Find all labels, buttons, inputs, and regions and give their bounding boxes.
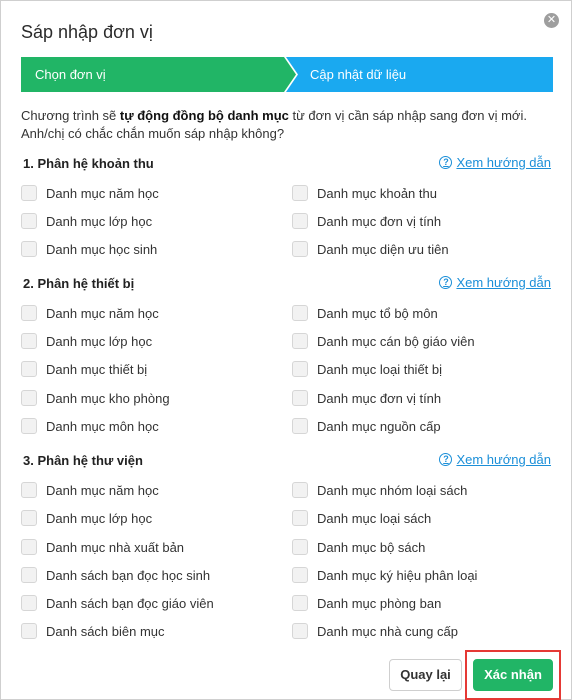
checkbox-label: Danh mục thiết bị <box>46 361 148 377</box>
intro-text <box>21 107 561 143</box>
checkbox-label: Danh mục đơn vị tính <box>317 213 442 229</box>
checkbox-label: Danh mục năm học <box>46 305 159 321</box>
checkbox-label: Danh mục kho phòng <box>46 390 170 406</box>
stepper <box>21 57 553 92</box>
checkbox[interactable] <box>292 185 308 201</box>
checkbox-item[interactable] <box>292 417 441 435</box>
checkbox-label: Danh mục tổ bộ môn <box>317 305 438 321</box>
checkbox[interactable] <box>292 213 308 229</box>
checkbox[interactable] <box>21 595 37 611</box>
section-title-fees: 1. Phân hệ khoản thu <box>23 156 154 171</box>
dialog-title: Sáp nhập đơn vị <box>21 22 153 42</box>
checkbox-item[interactable] <box>21 360 147 378</box>
help-link-label: Xem hướng dẫn <box>456 452 551 467</box>
checkbox[interactable] <box>292 305 308 321</box>
checkbox-label: Danh mục lớp học <box>46 213 153 229</box>
checkbox-item[interactable] <box>292 240 449 258</box>
checkbox-item[interactable] <box>21 509 152 527</box>
checkbox-label: Danh mục lớp học <box>46 510 153 526</box>
checkbox-item[interactable] <box>21 481 159 499</box>
checkbox-label: Danh mục cán bộ giáo viên <box>317 333 475 349</box>
checkbox[interactable] <box>292 595 308 611</box>
checkbox-item[interactable] <box>292 212 441 230</box>
checkbox-item[interactable] <box>21 566 210 584</box>
checkbox-label: Danh mục nhóm loại sách <box>317 482 468 498</box>
checkbox[interactable] <box>21 482 37 498</box>
checkbox[interactable] <box>21 333 37 349</box>
checkbox-item[interactable] <box>292 538 425 556</box>
checkbox-item[interactable] <box>292 509 431 527</box>
intro-part2: từ đơn vị cần sáp nhập sang đơn vị mới. Anh/chị có chắc chắn muốn sáp nhập không? <box>21 108 527 141</box>
question-icon: ? <box>439 453 452 466</box>
checkbox[interactable] <box>21 390 37 406</box>
help-link-fees[interactable] <box>439 155 551 170</box>
checkbox[interactable] <box>21 567 37 583</box>
checkbox-label: Danh mục khoản thu <box>317 185 437 201</box>
help-link-equipment[interactable] <box>439 275 551 290</box>
checkbox-label: Danh sách bạn đọc học sinh <box>46 567 211 583</box>
help-link-library[interactable] <box>439 452 551 467</box>
checkbox-item[interactable] <box>21 622 165 640</box>
checkbox[interactable] <box>21 241 37 257</box>
step-choose-unit[interactable]: Chọn đơn vị <box>35 67 106 82</box>
checkbox[interactable] <box>292 539 308 555</box>
checkbox-label: Danh mục năm học <box>46 482 159 498</box>
checkbox-item[interactable] <box>292 184 437 202</box>
checkbox-item[interactable] <box>292 594 441 612</box>
checkbox-item[interactable] <box>21 594 214 612</box>
checkbox[interactable] <box>21 539 37 555</box>
close-icon[interactable]: ✕ <box>544 13 559 28</box>
step-update-data[interactable]: Cập nhật dữ liệu <box>310 67 407 82</box>
checkbox[interactable] <box>292 418 308 434</box>
help-link-label: Xem hướng dẫn <box>456 155 551 170</box>
checkbox-item[interactable] <box>292 332 475 350</box>
checkbox-item[interactable] <box>292 304 438 322</box>
checkbox[interactable] <box>21 510 37 526</box>
checkbox[interactable] <box>292 482 308 498</box>
question-icon: ? <box>439 156 452 169</box>
checkbox-label: Danh mục nhà xuất bản <box>46 539 185 555</box>
checkbox[interactable] <box>21 361 37 377</box>
section-title-library: 3. Phân hệ thư viện <box>23 453 143 468</box>
checkbox[interactable] <box>21 623 37 639</box>
checkbox-label: Danh mục phòng ban <box>317 595 442 611</box>
checkbox-item[interactable] <box>292 389 441 407</box>
checkbox-label: Danh mục môn học <box>46 418 159 434</box>
checkbox[interactable] <box>292 361 308 377</box>
checkbox-label: Danh mục loại thiết bị <box>317 361 443 377</box>
intro-bold: tự động đồng bộ danh mục <box>119 108 289 123</box>
checkbox[interactable] <box>292 390 308 406</box>
checkbox[interactable] <box>292 241 308 257</box>
checkbox-item[interactable] <box>292 360 442 378</box>
checkbox-label: Danh sách bạn đọc giáo viên <box>46 595 214 611</box>
checkbox[interactable] <box>292 567 308 583</box>
checkbox[interactable] <box>21 418 37 434</box>
checkbox[interactable] <box>21 185 37 201</box>
checkbox-item[interactable] <box>292 566 477 584</box>
checkbox-item[interactable] <box>21 417 159 435</box>
checkbox-item[interactable] <box>21 184 159 202</box>
confirm-button[interactable]: Xác nhận <box>473 659 553 691</box>
intro-part1: Chương trình sẽ <box>21 108 120 123</box>
checkbox-label: Danh mục nhà cung cấp <box>317 623 458 639</box>
checkbox[interactable] <box>21 305 37 321</box>
checkbox-item[interactable] <box>21 212 152 230</box>
checkbox-label: Danh mục loại sách <box>317 510 432 526</box>
checkbox-label: Danh mục năm học <box>46 185 159 201</box>
checkbox-item[interactable] <box>21 240 157 258</box>
checkbox-label: Danh mục diện ưu tiên <box>317 241 449 257</box>
checkbox[interactable] <box>292 333 308 349</box>
back-button[interactable]: Quay lại <box>389 659 462 691</box>
checkbox-item[interactable] <box>21 538 184 556</box>
checkbox-item[interactable] <box>21 304 159 322</box>
help-link-label: Xem hướng dẫn <box>456 275 551 290</box>
section-title-equipment: 2. Phân hệ thiết bị <box>23 276 135 291</box>
checkbox[interactable] <box>292 623 308 639</box>
checkbox-item[interactable] <box>21 332 152 350</box>
checkbox-label: Danh mục nguồn cấp <box>317 418 441 434</box>
checkbox-label: Danh mục lớp học <box>46 333 153 349</box>
checkbox-item[interactable] <box>21 389 170 407</box>
checkbox-label: Danh mục học sinh <box>46 241 158 257</box>
checkbox-label: Danh sách biên mục <box>46 623 165 639</box>
checkbox-label: Danh mục ký hiệu phân loại <box>317 567 478 583</box>
checkbox[interactable] <box>292 510 308 526</box>
checkbox-label: Danh mục đơn vị tính <box>317 390 442 406</box>
checkbox-label: Danh mục bộ sách <box>317 539 426 555</box>
checkbox[interactable] <box>21 213 37 229</box>
checkbox-item[interactable] <box>292 622 458 640</box>
checkbox-item[interactable] <box>292 481 467 499</box>
question-icon: ? <box>439 276 452 289</box>
